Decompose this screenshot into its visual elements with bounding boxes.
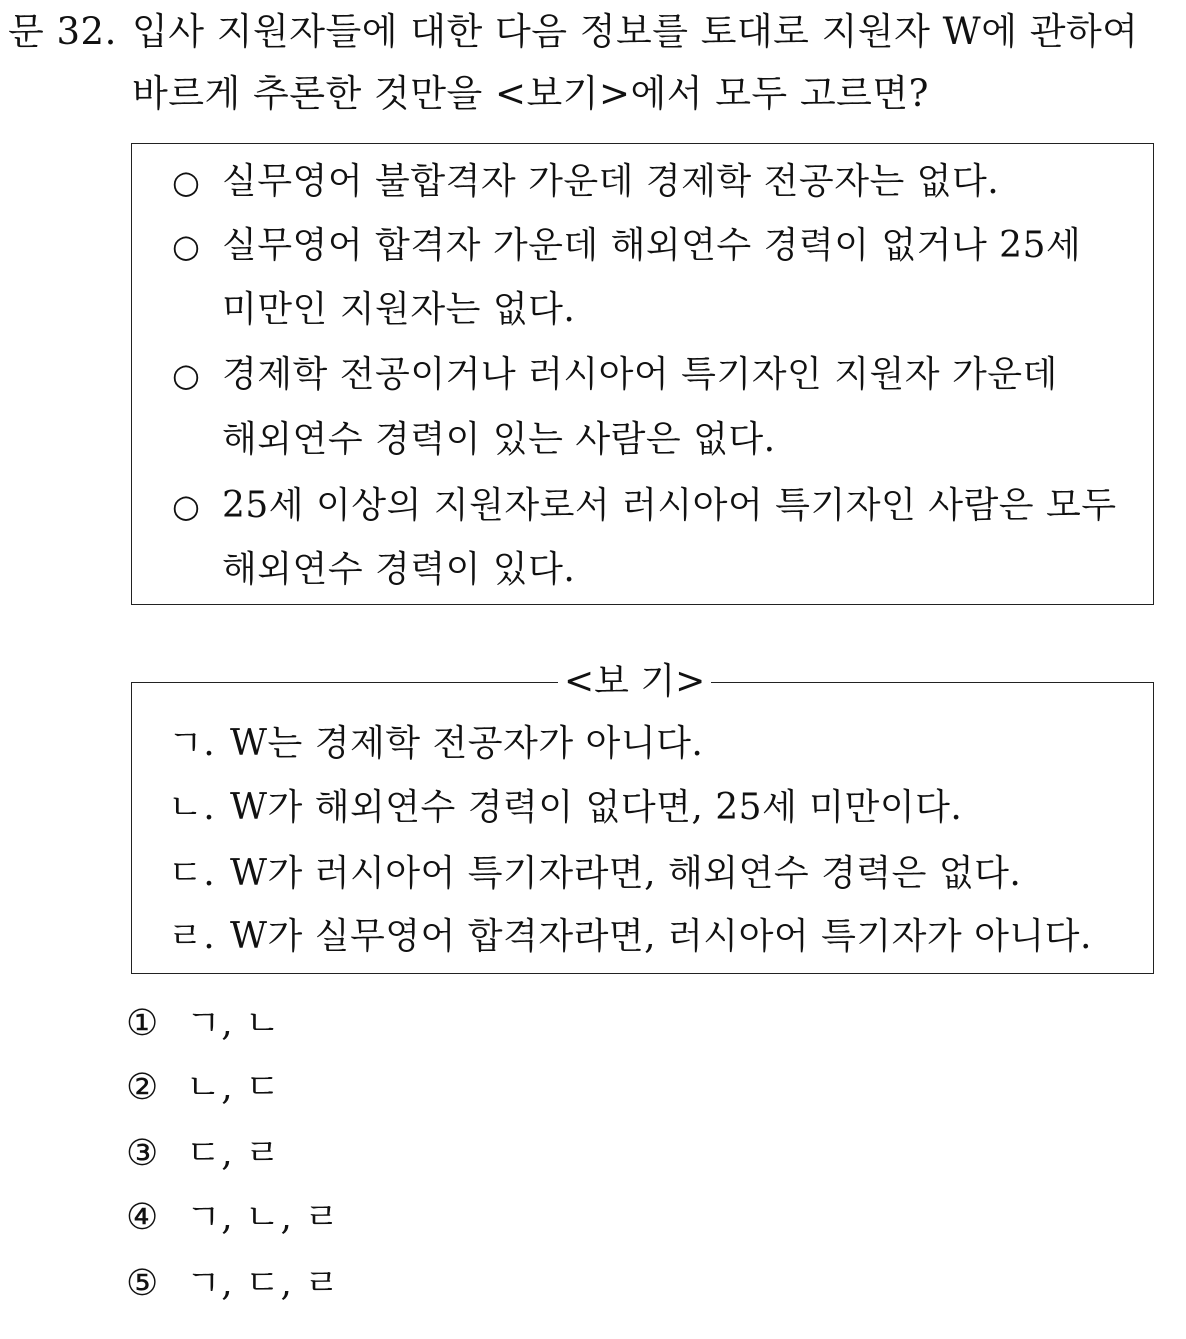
info-item-3-line-2: 해외연수 경력이 있는 사람은 없다. xyxy=(222,419,776,460)
info-item-1-line-1: 실무영어 불합격자 가운데 경제학 전공자는 없다. xyxy=(222,161,1000,202)
bogi-item-label: ㄴ. xyxy=(168,787,216,828)
choice-1-number[interactable]: ① xyxy=(126,1003,159,1044)
choice-5-number[interactable]: ⑤ xyxy=(126,1263,159,1304)
choice-4-text[interactable]: ㄱ, ㄴ, ㄹ xyxy=(186,1197,340,1238)
choice-3-number[interactable]: ③ xyxy=(126,1133,159,1174)
info-item-3-line-1: 경제학 전공이거나 러시아어 특기자인 지원자 가운데 xyxy=(222,354,1058,395)
question-text-line-1: 입사 지원자들에 대한 다음 정보를 토대로 지원자 W에 관하여 xyxy=(132,10,1139,53)
bogi-item-label: ㄱ. xyxy=(168,723,216,764)
bogi-item-text: W가 해외연수 경력이 없다면, 25세 미만이다. xyxy=(230,787,963,828)
info-item-4-line-1: 25세 이상의 지원자로서 러시아어 특기자인 사람은 모두 xyxy=(222,485,1117,526)
bullet-icon: ○ xyxy=(172,356,200,394)
choice-4-number[interactable]: ④ xyxy=(126,1197,159,1238)
choice-5-text[interactable]: ㄱ, ㄷ, ㄹ xyxy=(186,1263,340,1304)
bogi-title: <보 기> xyxy=(558,660,711,704)
bogi-item-text: W는 경제학 전공자가 아니다. xyxy=(230,723,704,764)
bullet-icon: ○ xyxy=(172,227,200,265)
bullet-icon: ○ xyxy=(172,163,200,201)
choice-2-text[interactable]: ㄴ, ㄷ xyxy=(186,1067,281,1108)
info-item-2-line-2: 미만인 지원자는 없다. xyxy=(222,289,576,330)
bogi-item-text: W가 러시아어 특기자라면, 해외연수 경력은 없다. xyxy=(230,853,1022,894)
question-number: 문 32. xyxy=(8,10,117,53)
bogi-item-label: ㄹ. xyxy=(168,916,216,957)
info-item-2-line-1: 실무영어 합격자 가운데 해외연수 경력이 없거나 25세 xyxy=(222,225,1082,266)
choice-1-text[interactable]: ㄱ, ㄴ xyxy=(186,1003,281,1044)
choice-3-text[interactable]: ㄷ, ㄹ xyxy=(186,1133,281,1174)
bogi-item-label: ㄷ. xyxy=(168,853,216,894)
question-text-line-2: 바르게 추론한 것만을 <보기>에서 모두 고르면? xyxy=(132,72,930,115)
bogi-item-text: W가 실무영어 합격자라면, 러시아어 특기자가 아니다. xyxy=(230,916,1092,957)
choice-2-number[interactable]: ② xyxy=(126,1067,159,1108)
bullet-icon: ○ xyxy=(172,487,200,525)
info-item-4-line-2: 해외연수 경력이 있다. xyxy=(222,549,576,590)
